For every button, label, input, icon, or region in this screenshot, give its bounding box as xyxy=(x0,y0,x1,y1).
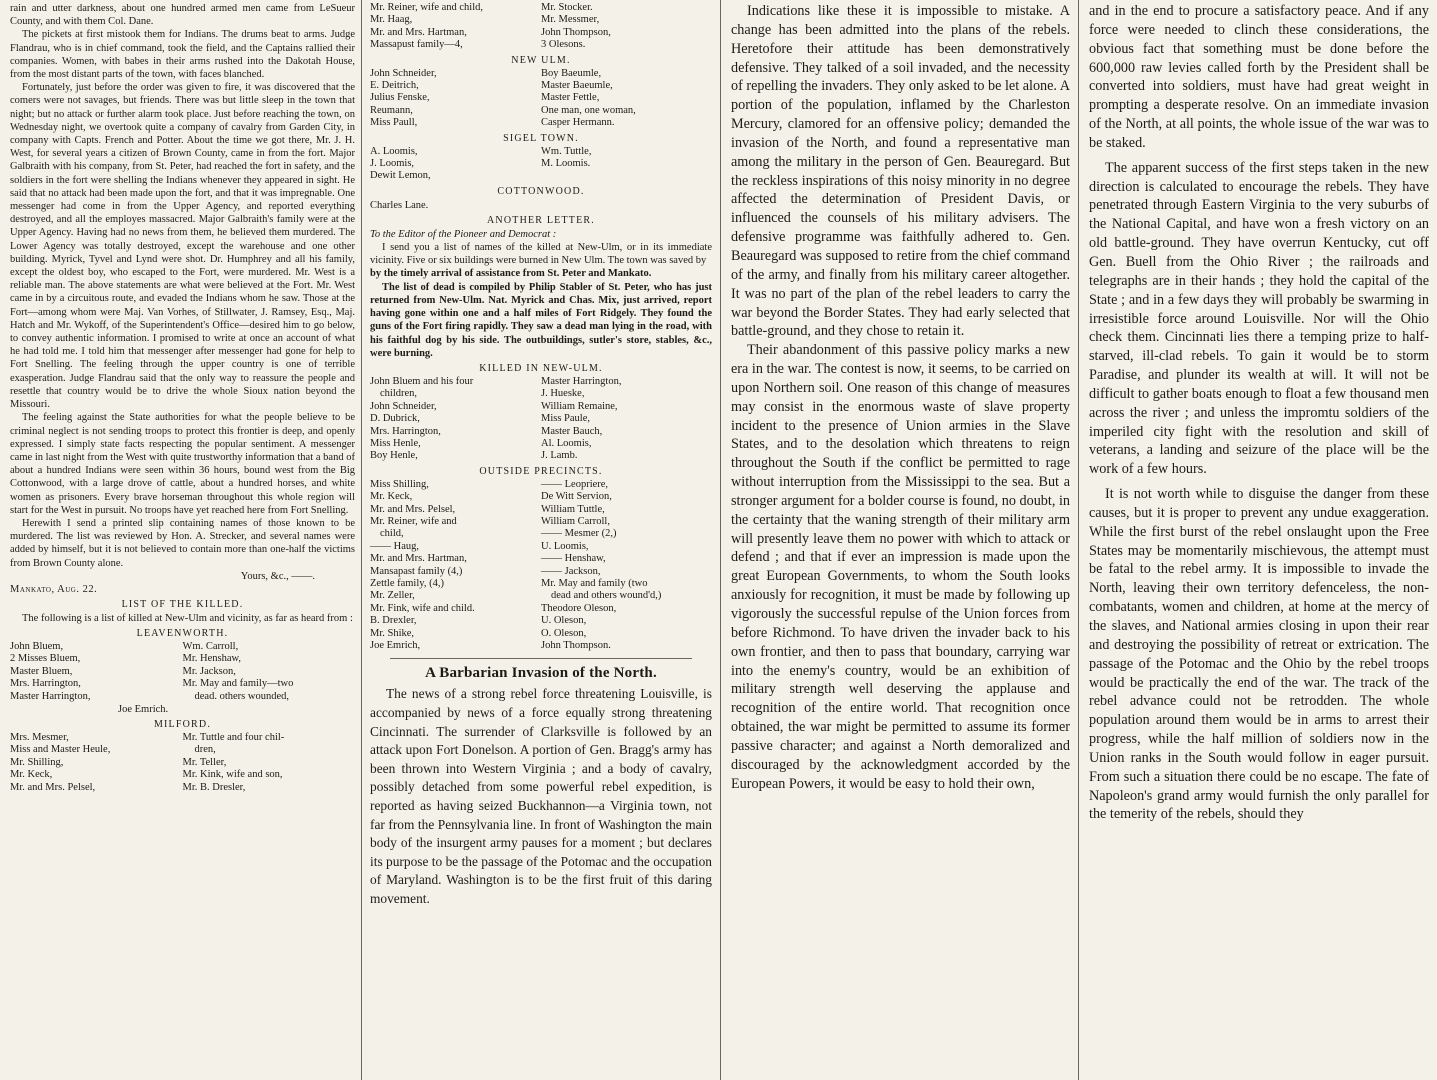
table-row: Mr. Keck, Mr. Kink, wife and son, xyxy=(10,769,283,781)
table-row: Mr. Reiner, wife and child, Mr. Stocker. xyxy=(370,2,593,13)
column-3 xyxy=(721,0,1078,1080)
paragraph: by the timely arrival of assistance from St. Peter and Mankato. xyxy=(370,268,652,280)
table-row: John Schneider, William Remaine, xyxy=(370,400,618,412)
paragraph: Herewith I send a printed slip containing names of those known to be murdered. The list was reviewed by Hon. A. Strecker, and several names were added by himself, but it is not believed to contain more than one-half the victims from Brown County alone. xyxy=(10,517,355,569)
paragraph: and in the end to procure a satisfactory peace. And if any force were needed to clinch these considerations, the obvious fact that something must be done before the 600,000 raw levies called forth by the President shall be converted into soldiers, must have had great weight in prompting a desperate resolve. On an immediate invasion of the North, at all points, the whole issue of the war was to be staked. xyxy=(1089,3,1429,151)
paragraph: The pickets at first mistook them for Indians. The drums beat to arms. Judge Flandrau, who is in chief command, took the field, and the Captains rallied their companies. Women, with babes in their arms rushed into the Dakotah House, from the most distant parts of the town, with faces blanched. xyxy=(10,29,355,81)
table-row: Massapust family—4, 3 Olesons. xyxy=(370,39,586,51)
salutation: To the Editor of the Pioneer and Democrat : xyxy=(370,228,557,240)
table-row: Dewit Lemon, xyxy=(370,170,431,182)
table-row: A. Loomis, Wm. Tuttle, xyxy=(370,145,592,157)
table-row: Mr. and Mrs. Hartman, John Thompson, xyxy=(370,26,611,38)
section-header: OUTSIDE PRECINCTS. xyxy=(479,465,603,477)
column-4 xyxy=(1079,0,1437,1080)
paragraph: Fortunately, just before the order was given to fire, it was discovered that the comers were not savages, but friends. There was but little sleep in the town that night; but no attack or further alarm took place. Just before reaching the town, on Wednesday night, we overtook quite a company of cavalry from Garden City, in company with Capts. French and Potter. About the time we got there, Mr. J. H. West, for several years a citizen of Brown County, came in from the fort. Major Galbraith with his company, from St. Peter, had reached the fort in safety, and the soldiers in the fort were shelling the Indians whenever they appeared in sight. He said that no attack had been made upon the fort, and that it was impregnable. One messenger had come in from the Upper Agency, and reported everything destroyed, and all the employes massacred. Major Galbraith's family were at the Upper Agency. Having had no news from them, he believed them murdered. The Lower Agency was totally destroyed, except the warehouse and one other building. Myrick, Tyvel and Lynd were shot. Dr. Humphrey and all his family, except the oldest boy, who escaped to the Fort, were murdered. Mr. West is a reliable man. The above statements are what were believed at the Fort. Mr. West came in by a circuitous route, and evaded the Indians whom he saw. Those at the Fort—among whom were Maj. Van Vorhes, of Stillwater, J. Ramsey, Esq., Maj. Hatch and Mr. Wykoff, of the Superintendent's Office—desired him to go below, to convey authentic information. I promised to write at once an account of what he had told me. I told him that messenger after messenger had gone for help to Fort Snelling. The feeling through the upper country is one of terrible exasperation. Judge Flandrau said that the only way to reassure the people and resettle that country would be to drive the whole Sioux nation beyond the Missouri. xyxy=(10,82,355,411)
list-item: Charles Lane. xyxy=(370,199,429,211)
table-row: Miss Paull, Casper Hermann. xyxy=(370,117,615,129)
table-row: E. Deitrich, Master Baeumle, xyxy=(370,80,613,92)
table-row: child, —— Mesmer (2,) xyxy=(380,528,617,540)
table-row: J. Loomis, M. Loomis. xyxy=(370,158,591,170)
table-row: Mr. and Mrs. Hartman, —— Henshaw, xyxy=(370,553,606,565)
names-table xyxy=(370,2,712,52)
table-row: Mr. and Mrs. Pelsel, William Tuttle, xyxy=(370,503,605,515)
paragraph: The feeling against the State authorities for what the people believe to be criminal neglect is not sending troops to protect this frontier is deep, and openly expressed. I simply state facts respecting the popular sentiment. A messenger came in last night from the West with quite trustworthy information that a band of about a hundred Indians were seen within 36 hours, bound west from the Big Cottonwood, with a large drove of cattle, about a hundred horses, and white women as prisoners. Every brave horseman throughout this whole region will start for the West in pursuit. No troops have yet reached here from Fort Snelling. xyxy=(10,412,355,516)
table-row: Mr. Haag, Mr. Messmer, xyxy=(370,14,600,26)
table-row: Boy Henle, J. Lamb. xyxy=(370,450,578,462)
names-table xyxy=(10,641,355,703)
table-row: Master Harrington, dead. others wounded, xyxy=(10,690,289,702)
table-row: B. Drexler, U. Oleson, xyxy=(370,615,587,627)
paragraph: rain and utter darkness, about one hundred armed men came from LeSueur County, and with them Col. Dane. xyxy=(10,3,355,28)
table-row: John Schneider, Boy Baeumle, xyxy=(370,67,602,79)
names-table xyxy=(370,68,712,130)
article-body xyxy=(370,685,712,908)
table-row: Mr. Keck, De Witt Servion, xyxy=(370,491,612,503)
paragraph: Indications like these it is impossible to mistake. A change has been admitted into the plans of the rebels. Heretofore their attitude has been demonstratively defensive. They talked of a soil invaded, and the necessity of repelling the invaders. They only asked to be let alone. A portion of the population, inflamed by the Charleston Mercury, clamored for an offensive policy; demanded the invasion of the North, and found a representative man among the military in the person of Gen. Beauregard. But the reckless inspirations of this noisy minority in no degree affected the determination of President Davis, or influenced the counsels of his military advisers. The defensive programme was faithfully adhered to. Gen. Beauregard was supposed to retire from the chief command of the army, and finally from his military career altogether. It was no part of the plan of the rebel leaders to carry the war beyond the Border States. They had early selected that battle-ground, and they chose to retain it. xyxy=(731,3,1070,340)
table-row: Mr. Reiner, wife and William Carroll, xyxy=(370,515,610,527)
section-header: LIST OF THE KILLED. xyxy=(121,598,244,610)
section-header: KILLED IN NEW-ULM. xyxy=(479,362,603,374)
table-row: Reumann, One man, one woman, xyxy=(370,104,636,116)
table-row: Miss and Master Heule, dren, xyxy=(10,744,216,756)
list-item: Joe Emrich. xyxy=(118,703,169,715)
section-header: NEW ULM. xyxy=(511,54,571,66)
article-headline: A Barbarian Invasion of the North. xyxy=(425,665,657,682)
column-2 xyxy=(362,0,720,1080)
table-row: Joe Emrich, John Thompson. xyxy=(370,640,611,652)
paragraph: The news of a strong rebel force threatening Louisville, is accompanied by news of a force equally strong threatening Cincinnati. The surrender of Clarksville is followed by an attack upon Fort Donelson. A portion of Gen. Bragg's army has been thrown into Western Virginia ; and a body of cavalry, possibly detached from some powerful rebel expedition, is reported as having seized Buckhannon—a Virginia town, not far from the Pennsylvania line. In front of Washington the main body of the insurgent army pauses for a moment ; but declares its purpose to be the passage of the Potomac and the occupation of Maryland. Washington is to be the first fruit of this daring movement. xyxy=(370,686,712,906)
bold-notice xyxy=(370,267,712,359)
table-row: John Bluem and his four Master Harrington, xyxy=(370,375,622,387)
column-1 xyxy=(0,0,361,1080)
table-row: Mrs. Harrington, Master Bauch, xyxy=(370,425,603,437)
table-row: Miss Henle, Al. Loomis, xyxy=(370,437,592,449)
section-header: SIGEL TOWN. xyxy=(503,132,579,144)
table-row: D. Dubrick, Miss Paule, xyxy=(370,413,591,425)
paragraph: It is not worth while to disguise the danger from these causes, but it is proper to prevent any undue exaggeration. While the first burst of the rebel onslaught upon the Free States may be momentarily mischievous, the attempt must be fatal to the rebel army. It is impossible to invade the North, leaving their own territory defenceless, the non-combatants, women and children, at home at the mercy of the slaves, and National armies closing in upon their rear and destroying the possibility of retreat or extrication. The passage of the Potomac and the Ohio by the rebel troops would be practically the end of the war. The track of the rebel advance could not be retrodden. The whole population around them would be in arms to arrest their progress, while the half million of soldiers now in the Union ranks in the South would follow in eager pursuit. From such a situation there could be no escape. The fate of Napoleon's grand army would furnish the only parallel for the temerity of the rebels, should they xyxy=(1089,486,1429,823)
names-table xyxy=(370,376,712,463)
table-row: John Bluem, Wm. Carroll, xyxy=(10,640,239,652)
names-table xyxy=(370,146,712,183)
table-row: —— Haug, U. Loomis, xyxy=(370,540,589,552)
names-table xyxy=(10,732,355,794)
table-row: Mansapast family (4,) —— Jackson, xyxy=(370,565,601,577)
table-row: Zettle family, (4,) Mr. May and family (two xyxy=(370,578,648,589)
paragraph: Their abandonment of this passive policy marks a new era in the war. The contest is now, it seems, to be carried on upon Northern soil. One reason of this change of measures may consist in the enormous waste of slave property incident to the presence of Union armies in the Slave States, and to the desolation which threatens to reign throughout the South if the conflict be permitted to rage without interruption from the Mississippi to the sea. But a stronger argument for a bolder course is found, no doubt, in the certainty that the waning strength of their military arm will presently leave them no power with which to attack or defend ; and that if ever an impression is made upon the great European Governments, to whom the South looks anxiously for recognition, it must be made by following up vigorously the successful repulse of the Union forces from before Richmond. To have driven the invader back to his own frontier, and then to pass that boundary, carrying war into the enemy's country, would be an exhibition of military strength well deserving the applause and recognition of the entire world. That recognition once obtained, the war might be permitted to assume its former passive character; and against a North demoralized and discouraged by the acknowledgment accorded by the European Powers, it would be easy to hold their own, xyxy=(731,342,1070,792)
section-header: LEAVENWORTH. xyxy=(136,627,229,639)
table-row: Mr. Shilling, Mr. Teller, xyxy=(10,756,227,768)
table-row: Master Bluem, Mr. Jackson, xyxy=(10,665,236,677)
section-header: COTTONWOOD. xyxy=(497,185,585,197)
dateline: Mankato, Aug. 22. xyxy=(10,583,98,595)
table-row: 2 Misses Bluem, Mr. Henshaw, xyxy=(10,653,242,665)
paragraph: I send you a list of names of the killed at New-Ulm, or in its immediate vicinity. Five or six buildings were burned in New Ulm. The town was saved by xyxy=(370,242,712,267)
section-header: ANOTHER LETTER. xyxy=(487,214,595,226)
signature: Yours, &c., ——. xyxy=(240,570,315,582)
table-row: Mr. Zeller, dead and others wound'd,) xyxy=(370,590,662,602)
list-intro: The following is a list of killed at New-Ulm and vicinity, as far as heard from : xyxy=(22,612,353,624)
table-row: Mr. and Mrs. Pelsel, Mr. B. Dresler, xyxy=(10,781,246,793)
table-row: Mr. Fink, wife and child. Theodore Oleson, xyxy=(370,602,617,614)
table-row: Mr. Shike, O. Oleson, xyxy=(370,627,587,639)
table-row: Julius Fenske, Master Fettle, xyxy=(370,92,600,104)
table-row: Mrs. Harrington, Mr. May and family—two xyxy=(10,678,294,690)
paragraph: The list of dead is compiled by Philip Stabler of St. Peter, who has just returned from New-Ulm. Nat. Myrick and Chas. Mix, just arrived, report having gone within one and a half miles of Fort Ridgely. They found the guns of the Fort firing rapidly. They saw a dead man lying in the road, with his faithful dog by his side. The outbuildings, sutler's store, stables, &c., were burning. xyxy=(370,281,712,359)
table-row: Mrs. Mesmer, Mr. Tuttle and four chil- xyxy=(10,731,285,743)
section-header: MILFORD. xyxy=(153,718,212,730)
table-row: children, J. Hueske, xyxy=(380,388,585,400)
paragraph: The apparent success of the first steps taken in the new direction is calculated to encourage the rebels. They have penetrated through Eastern Virginia to the very suburbs of the National Capital, and have won a fresh victory on an old battle-ground. They have overrun Kentucky, cut off Gen. Buell from the Ohio River ; the railroads and telegraphs are in their hands ; they hold the capital of the State ; and in a few days they will probably be swarming in irresistible force around Louisville. Nor will the Ohio check them. Cincinnati lies there a temping prize to half-starved, ill-clad rebels. To gain it would be to storm Paradise, and plunder its wealth at will. It will not be difficult to gather boats enough to float a few thousand men across the river ; and unless the impromtu soldiers of the imperiled city fight with the resolution and skill of veterans, a landing and seizure of the place will be the work of a few hours. xyxy=(1089,159,1429,478)
table-row: Miss Shilling, —— Leopriere, xyxy=(370,478,609,490)
names-table xyxy=(370,479,712,653)
